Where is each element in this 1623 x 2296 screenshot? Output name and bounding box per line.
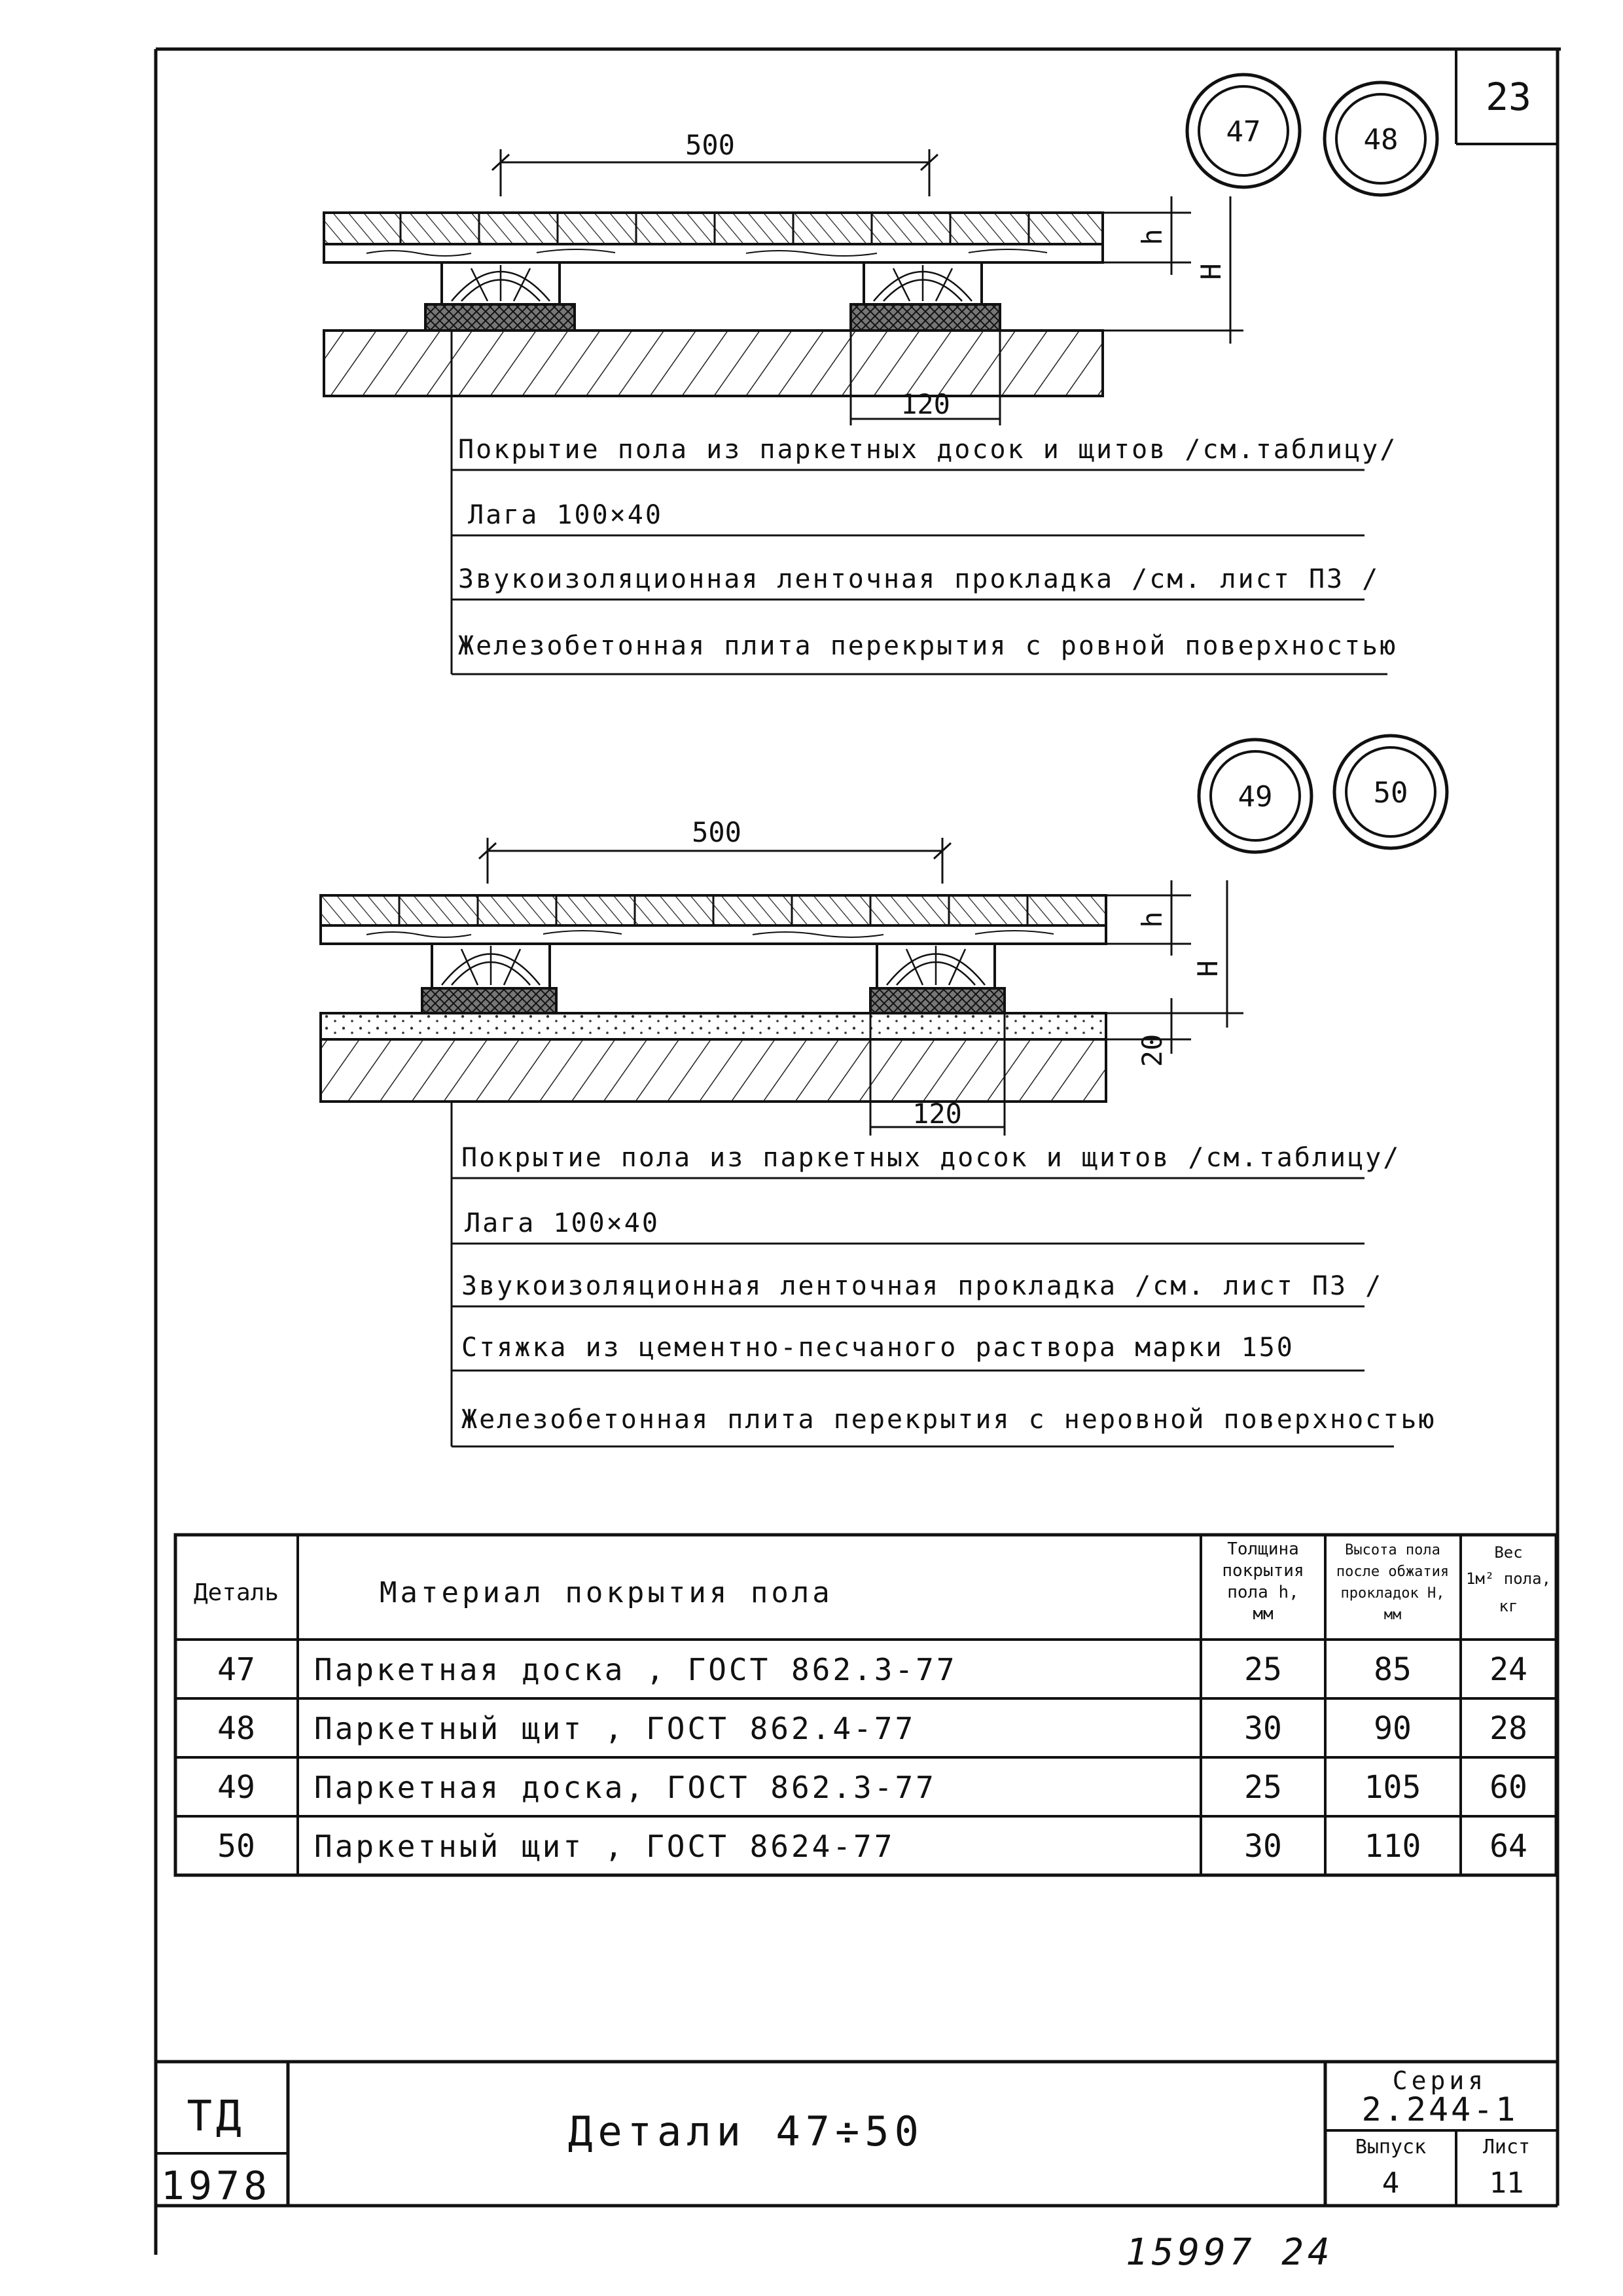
tb-series-label: Серия <box>1392 2066 1488 2095</box>
callout-bottom-layer-2: Лага 100×40 <box>465 1208 660 1238</box>
table-row <box>217 1710 1527 1747</box>
th-weight-3: кг <box>1499 1597 1518 1615</box>
acoustic-pad-right <box>851 304 1000 331</box>
tb-issue-label: Выпуск <box>1355 2136 1427 2159</box>
cell-material: Паркетный щит , ГОСТ 8624-77 <box>314 1829 895 1864</box>
page-number: 23 <box>1486 75 1531 119</box>
cell-height: 85 <box>1374 1651 1412 1688</box>
cell-height: 105 <box>1364 1769 1421 1806</box>
callout-top-layer-4: Железобетонная плита перекрытия с ровной поверхностью <box>458 631 1398 661</box>
detail-mark-47 <box>1187 75 1300 187</box>
callout-bottom-layer-1: Покрытие пола из паркетных досок и щитов /см.таблицу/ <box>461 1143 1401 1173</box>
bottom-handwriting: 15997 24 <box>1126 2231 1334 2274</box>
th-height-4: мм <box>1383 1607 1402 1623</box>
th-detail: Деталь <box>193 1579 279 1606</box>
screed-layer <box>321 1013 1106 1039</box>
th-weight-1: Вес <box>1494 1543 1523 1562</box>
cell-height: 110 <box>1364 1828 1421 1865</box>
callout-bottom-layer-3: Звукоизоляционная ленточная прокладка /см. лист П3 / <box>461 1271 1383 1301</box>
tb-issue-value: 4 <box>1382 2166 1400 2200</box>
cell-material: Паркетная доска, ГОСТ 862.3-77 <box>314 1770 936 1805</box>
parquet-board <box>324 213 1103 244</box>
tb-sheet-label: Лист <box>1482 2136 1531 2159</box>
base-board <box>324 244 1103 262</box>
th-height-2: после обжатия <box>1336 1564 1450 1580</box>
detail-mark-49 <box>1199 740 1311 852</box>
tb-series-value: 2.244-1 <box>1361 2090 1518 2128</box>
cell-material: Паркетная доска , ГОСТ 862.3-77 <box>314 1652 957 1687</box>
th-height-3: прокладок H, <box>1340 1585 1445 1602</box>
dim-top-lag-width: 120 <box>901 388 950 420</box>
table-row <box>217 1828 1527 1865</box>
table-row <box>217 1769 1527 1806</box>
cell-material: Паркетный щит , ГОСТ 862.4-77 <box>314 1711 916 1746</box>
cell-weight: 64 <box>1489 1828 1527 1865</box>
cell-detail: 48 <box>217 1710 255 1747</box>
callout-bottom-layer-4: Стяжка из цементно-песчаного раствора марки 150 <box>461 1333 1294 1363</box>
detail-mark-48 <box>1325 82 1437 195</box>
detail-mark-49-label: 49 <box>1238 780 1273 814</box>
dim-bottom-H: H <box>1192 960 1224 977</box>
cell-thickness: 25 <box>1244 1651 1282 1688</box>
callout-top-layer-3: Звукоизоляционная ленточная прокладка /см. лист П3 / <box>458 564 1380 594</box>
dim-top-H: H <box>1195 263 1227 280</box>
th-weight-2: 1м² пола, <box>1465 1570 1552 1588</box>
th-thickness-1: Толщина <box>1227 1539 1299 1559</box>
title-block <box>156 2062 1558 2209</box>
callout-top-layer-2: Лага 100×40 <box>468 500 663 530</box>
detail-mark-47-label: 47 <box>1226 115 1261 149</box>
detail-mark-50 <box>1334 736 1447 848</box>
tb-sheet-value: 11 <box>1489 2166 1524 2200</box>
th-height-1: Высота пола <box>1345 1542 1440 1558</box>
tb-year: 1978 <box>160 2163 272 2209</box>
cell-detail: 50 <box>217 1828 255 1865</box>
th-material: Материал покрытия пола <box>380 1576 833 1609</box>
th-thickness-4: мм <box>1253 1604 1274 1624</box>
concrete-slab <box>324 331 1103 396</box>
cell-thickness: 30 <box>1244 1828 1282 1865</box>
detail-mark-48-label: 48 <box>1363 123 1399 156</box>
materials-table <box>175 1535 1556 1875</box>
section-bottom-callouts <box>452 1143 1436 1446</box>
detail-mark-50-label: 50 <box>1373 776 1408 810</box>
cell-weight: 60 <box>1489 1769 1527 1806</box>
callout-top-layer-1: Покрытие пола из паркетных досок и щитов /см.таблицу/ <box>458 435 1398 465</box>
callout-bottom-layer-5: Железобетонная плита перекрытия с неровной поверхностью <box>461 1405 1436 1435</box>
section-top-callouts <box>452 435 1397 674</box>
cell-height: 90 <box>1374 1710 1412 1747</box>
cell-weight: 28 <box>1489 1710 1527 1747</box>
tb-org: ТД <box>187 2092 245 2141</box>
acoustic-pad-left <box>425 304 575 331</box>
cell-thickness: 25 <box>1244 1769 1282 1806</box>
dim-bottom-lag-width: 120 <box>912 1098 962 1130</box>
tb-title: Детали 47÷50 <box>568 2108 924 2155</box>
dim-top-h: h <box>1136 228 1168 245</box>
concrete-slab-2 <box>321 1039 1106 1102</box>
dim-bottom-screed: 20 <box>1136 1033 1168 1067</box>
cell-thickness: 30 <box>1244 1710 1282 1747</box>
cell-weight: 24 <box>1489 1651 1527 1688</box>
cell-detail: 49 <box>217 1769 255 1806</box>
th-thickness-2: покрытия <box>1222 1561 1304 1581</box>
cell-detail: 47 <box>217 1651 255 1688</box>
table-row <box>217 1651 1527 1688</box>
dim-bottom-h: h <box>1136 911 1168 928</box>
dim-top-spacing: 500 <box>685 129 735 161</box>
acoustic-pad-left-2 <box>422 988 556 1013</box>
acoustic-pad-right-2 <box>870 988 1005 1013</box>
base-board-2 <box>321 925 1106 944</box>
th-thickness-3: пола h, <box>1227 1583 1299 1602</box>
dim-bottom-spacing: 500 <box>692 816 741 848</box>
